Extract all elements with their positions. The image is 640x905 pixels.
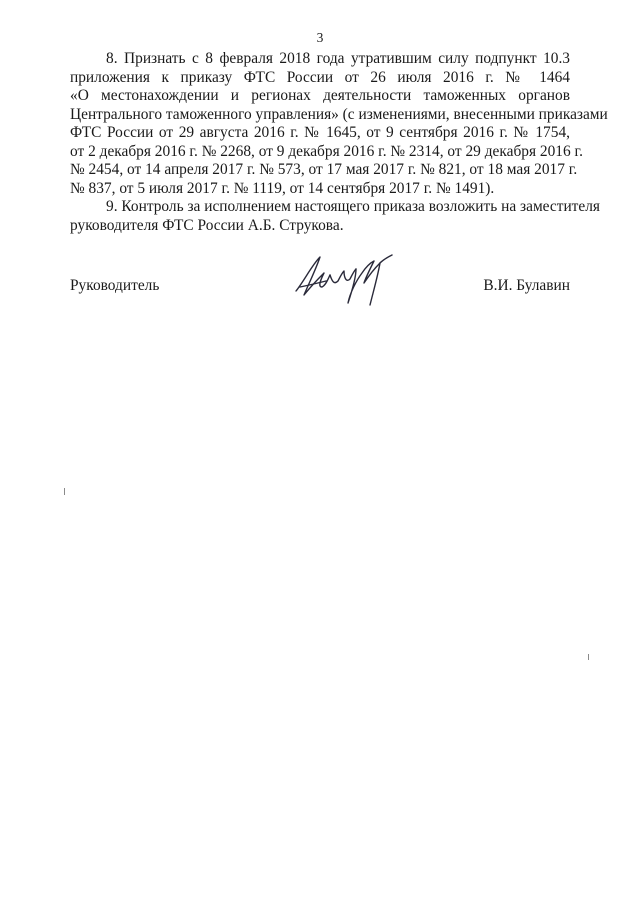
paragraph-8-line: № 2454, от 14 апреля 2017 г. № 573, от 17 мая 2017 г. № 821, от 18 мая 2017 г. [70,161,578,178]
paragraph-8-line: Центрального таможенного управления» (с изменениями, внесенными приказами [70,105,608,123]
signatory-name: В.И. Булавин [483,277,570,294]
scan-speck [64,488,65,495]
signatory-title: Руководитель [70,277,160,294]
paragraph-9-line: 9. Контроль за исполнением настоящего приказа возложить на заместителя [106,198,601,215]
paragraph-8-line: 8. Признать с 8 февраля 2018 года утратившим силу подпункт 10.3 [106,50,570,67]
paragraph-8-line: ФТС России от 29 августа 2016 г. № 1645, от 9 сентября 2016 г. № 1754, [70,124,570,141]
paragraph-8-line: «О местонахождении и регионах деятельности таможенных органов [70,87,570,104]
scan-speck [588,654,589,660]
handwritten-signature [290,251,400,313]
page-number: 3 [316,30,324,45]
signature-block [70,265,570,315]
paragraph-8 [70,50,608,198]
paragraph-9-line: руководителя ФТС России А.Б. Струкова. [70,216,344,234]
document-body [70,50,608,235]
paragraph-8-line: от 2 декабря 2016 г. № 2268, от 9 декабря 2016 г. № 2314, от 29 декабря 2016 г. [70,142,583,160]
paragraph-9 [70,198,601,235]
paragraph-8-line: приложения к приказу ФТС России от 26 июля 2016 г. № 1464 [70,68,570,86]
paragraph-8-line: № 837, от 5 июля 2017 г. № 1119, от 14 сентября 2017 г. № 1491). [70,179,495,197]
